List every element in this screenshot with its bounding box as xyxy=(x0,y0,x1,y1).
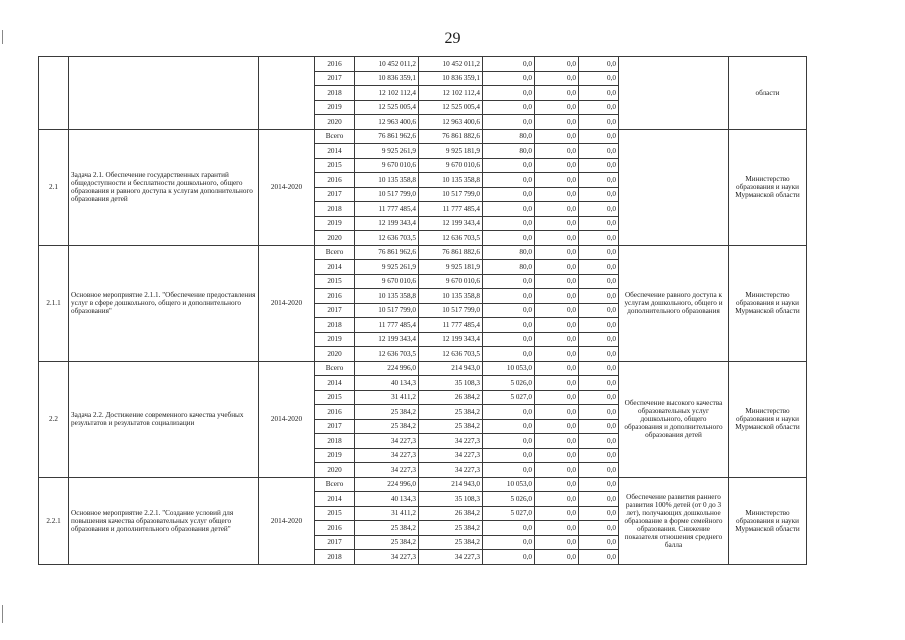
total-cell: 11 777 485,4 xyxy=(355,202,419,217)
total-cell: 40 134,3 xyxy=(355,492,419,507)
expected-result-cell xyxy=(619,129,729,245)
regional-budget-cell: 12 199 343,4 xyxy=(419,332,483,347)
year-cell: Всего xyxy=(315,129,355,144)
local-budget-cell: 0,0 xyxy=(535,521,579,536)
federal-budget-cell: 10 053,0 xyxy=(483,361,535,376)
other-cell: 0,0 xyxy=(579,303,619,318)
year-cell: 2014 xyxy=(315,376,355,391)
regional-budget-cell: 11 777 485,4 xyxy=(419,202,483,217)
executor-cell: области xyxy=(729,57,807,130)
item-name-cell xyxy=(69,57,259,130)
local-budget-cell: 0,0 xyxy=(535,245,579,260)
local-budget-cell: 0,0 xyxy=(535,477,579,492)
total-cell: 10 135 358,8 xyxy=(355,173,419,188)
federal-budget-cell: 0,0 xyxy=(483,86,535,101)
local-budget-cell: 0,0 xyxy=(535,434,579,449)
local-budget-cell: 0,0 xyxy=(535,71,579,86)
regional-budget-cell: 35 108,3 xyxy=(419,376,483,391)
period-cell: 2014-2020 xyxy=(259,361,315,477)
other-cell: 0,0 xyxy=(579,260,619,275)
regional-budget-cell: 25 384,2 xyxy=(419,535,483,550)
federal-budget-cell: 0,0 xyxy=(483,71,535,86)
regional-budget-cell: 12 525 005,4 xyxy=(419,100,483,115)
federal-budget-cell: 0,0 xyxy=(483,115,535,130)
total-cell: 25 384,2 xyxy=(355,535,419,550)
other-cell: 0,0 xyxy=(579,245,619,260)
total-cell: 34 227,3 xyxy=(355,448,419,463)
other-cell: 0,0 xyxy=(579,390,619,405)
regional-budget-cell: 76 861 882,6 xyxy=(419,129,483,144)
local-budget-cell: 0,0 xyxy=(535,158,579,173)
total-cell: 34 227,3 xyxy=(355,463,419,478)
other-cell: 0,0 xyxy=(579,231,619,246)
federal-budget-cell: 10 053,0 xyxy=(483,477,535,492)
item-name-cell: Задача 2.2. Достижение современного качества учебных результатов и результатов социализации xyxy=(69,361,259,477)
other-cell: 0,0 xyxy=(579,144,619,159)
regional-budget-cell: 10 135 358,8 xyxy=(419,289,483,304)
item-number-cell: 2.1.1 xyxy=(39,245,69,361)
total-cell: 9 925 261,9 xyxy=(355,144,419,159)
regional-budget-cell: 25 384,2 xyxy=(419,419,483,434)
year-cell: 2020 xyxy=(315,231,355,246)
year-cell: 2018 xyxy=(315,434,355,449)
federal-budget-cell: 80,0 xyxy=(483,260,535,275)
total-cell: 10 836 359,1 xyxy=(355,71,419,86)
year-cell: 2018 xyxy=(315,550,355,565)
left-edge-mark xyxy=(2,605,3,623)
local-budget-cell: 0,0 xyxy=(535,187,579,202)
regional-budget-cell: 12 636 703,5 xyxy=(419,231,483,246)
other-cell: 0,0 xyxy=(579,521,619,536)
total-cell: 224 996,0 xyxy=(355,477,419,492)
executor-cell: Министерство образования и науки Мурманской области xyxy=(729,129,807,245)
year-cell: 2020 xyxy=(315,463,355,478)
local-budget-cell: 0,0 xyxy=(535,303,579,318)
total-cell: 10 517 799,0 xyxy=(355,303,419,318)
year-cell: 2014 xyxy=(315,492,355,507)
regional-budget-cell: 11 777 485,4 xyxy=(419,318,483,333)
regional-budget-cell: 214 943,0 xyxy=(419,361,483,376)
total-cell: 12 199 343,4 xyxy=(355,332,419,347)
total-cell: 9 670 010,6 xyxy=(355,274,419,289)
local-budget-cell: 0,0 xyxy=(535,506,579,521)
total-cell: 40 134,3 xyxy=(355,376,419,391)
year-cell: 2016 xyxy=(315,521,355,536)
regional-budget-cell: 9 670 010,6 xyxy=(419,274,483,289)
local-budget-cell: 0,0 xyxy=(535,260,579,275)
regional-budget-cell: 76 861 882,6 xyxy=(419,245,483,260)
other-cell: 0,0 xyxy=(579,187,619,202)
year-cell: 2017 xyxy=(315,535,355,550)
regional-budget-cell: 10 517 799,0 xyxy=(419,187,483,202)
year-cell: 2016 xyxy=(315,173,355,188)
federal-budget-cell: 5 027,0 xyxy=(483,506,535,521)
federal-budget-cell: 5 026,0 xyxy=(483,376,535,391)
federal-budget-cell: 0,0 xyxy=(483,550,535,565)
year-cell: 2017 xyxy=(315,419,355,434)
local-budget-cell: 0,0 xyxy=(535,289,579,304)
regional-budget-cell: 10 135 358,8 xyxy=(419,173,483,188)
other-cell: 0,0 xyxy=(579,463,619,478)
year-cell: 2017 xyxy=(315,71,355,86)
year-cell: 2019 xyxy=(315,100,355,115)
federal-budget-cell: 0,0 xyxy=(483,535,535,550)
local-budget-cell: 0,0 xyxy=(535,202,579,217)
total-cell: 9 670 010,6 xyxy=(355,158,419,173)
federal-budget-cell: 0,0 xyxy=(483,231,535,246)
other-cell: 0,0 xyxy=(579,86,619,101)
local-budget-cell: 0,0 xyxy=(535,318,579,333)
other-cell: 0,0 xyxy=(579,57,619,72)
expected-result-cell: Обеспечение равного доступа к услугам дошкольного, общего и дополнительного образования xyxy=(619,245,729,361)
regional-budget-cell: 9 670 010,6 xyxy=(419,158,483,173)
other-cell: 0,0 xyxy=(579,550,619,565)
other-cell: 0,0 xyxy=(579,535,619,550)
total-cell: 11 777 485,4 xyxy=(355,318,419,333)
year-cell: 2015 xyxy=(315,506,355,521)
total-cell: 10 452 011,2 xyxy=(355,57,419,72)
total-cell: 12 102 112,4 xyxy=(355,86,419,101)
federal-budget-cell: 0,0 xyxy=(483,405,535,420)
period-cell xyxy=(259,57,315,130)
year-cell: 2014 xyxy=(315,260,355,275)
local-budget-cell: 0,0 xyxy=(535,216,579,231)
federal-budget-cell: 0,0 xyxy=(483,347,535,362)
other-cell: 0,0 xyxy=(579,405,619,420)
total-cell: 76 861 962,6 xyxy=(355,245,419,260)
year-cell: 2017 xyxy=(315,303,355,318)
regional-budget-cell: 10 517 799,0 xyxy=(419,303,483,318)
federal-budget-cell: 0,0 xyxy=(483,318,535,333)
expected-result-cell xyxy=(619,57,729,130)
total-cell: 25 384,2 xyxy=(355,419,419,434)
local-budget-cell: 0,0 xyxy=(535,115,579,130)
year-cell: 2014 xyxy=(315,144,355,159)
regional-budget-cell: 26 384,2 xyxy=(419,506,483,521)
table-row xyxy=(39,245,807,260)
item-name-cell: Основное мероприятие 2.1.1. "Обеспечение предоставления услуг в сфере дошкольного, общего и дополнительного образования" xyxy=(69,245,259,361)
local-budget-cell: 0,0 xyxy=(535,376,579,391)
executor-cell: Министерство образования и науки Мурманской области xyxy=(729,245,807,361)
period-cell: 2014-2020 xyxy=(259,129,315,245)
budget-table xyxy=(38,56,807,565)
regional-budget-cell: 25 384,2 xyxy=(419,521,483,536)
federal-budget-cell: 80,0 xyxy=(483,144,535,159)
other-cell: 0,0 xyxy=(579,506,619,521)
other-cell: 0,0 xyxy=(579,477,619,492)
local-budget-cell: 0,0 xyxy=(535,100,579,115)
year-cell: 2016 xyxy=(315,57,355,72)
total-cell: 31 411,2 xyxy=(355,390,419,405)
other-cell: 0,0 xyxy=(579,361,619,376)
regional-budget-cell: 9 925 181,9 xyxy=(419,144,483,159)
page-number: 29 xyxy=(444,30,461,47)
year-cell: 2015 xyxy=(315,158,355,173)
other-cell: 0,0 xyxy=(579,448,619,463)
year-cell: Всего xyxy=(315,245,355,260)
federal-budget-cell: 0,0 xyxy=(483,463,535,478)
executor-cell: Министерство образования и науки Мурманской области xyxy=(729,361,807,477)
item-number-cell xyxy=(39,57,69,130)
regional-budget-cell: 214 943,0 xyxy=(419,477,483,492)
year-cell: 2015 xyxy=(315,274,355,289)
other-cell: 0,0 xyxy=(579,434,619,449)
item-number-cell: 2.1 xyxy=(39,129,69,245)
year-cell: 2015 xyxy=(315,390,355,405)
regional-budget-cell: 34 227,3 xyxy=(419,550,483,565)
year-cell: 2018 xyxy=(315,318,355,333)
year-cell: 2020 xyxy=(315,347,355,362)
table-row xyxy=(39,129,807,144)
federal-budget-cell: 5 027,0 xyxy=(483,390,535,405)
table-row xyxy=(39,361,807,376)
year-cell: 2018 xyxy=(315,202,355,217)
regional-budget-cell: 26 384,2 xyxy=(419,390,483,405)
regional-budget-cell: 35 108,3 xyxy=(419,492,483,507)
local-budget-cell: 0,0 xyxy=(535,86,579,101)
expected-result-cell: Обеспечение развития раннего развития 100% детей (от 0 до 3 лет), получающих дошкольное образование в форме семейного образования. Снижение показателя отношения среднего балла xyxy=(619,477,729,564)
year-cell: 2019 xyxy=(315,448,355,463)
item-name-cell: Задача 2.1. Обеспечение государственных гарантий общедоступности и бесплатности дошкольного, общего образования и равного доступа к услугам дополнительного образования детей xyxy=(69,129,259,245)
year-cell: 2018 xyxy=(315,86,355,101)
federal-budget-cell: 0,0 xyxy=(483,100,535,115)
regional-budget-cell: 10 452 011,2 xyxy=(419,57,483,72)
regional-budget-cell: 12 636 703,5 xyxy=(419,347,483,362)
federal-budget-cell: 0,0 xyxy=(483,57,535,72)
federal-budget-cell: 0,0 xyxy=(483,274,535,289)
regional-budget-cell: 34 227,3 xyxy=(419,434,483,449)
local-budget-cell: 0,0 xyxy=(535,332,579,347)
federal-budget-cell: 0,0 xyxy=(483,332,535,347)
total-cell: 34 227,3 xyxy=(355,434,419,449)
regional-budget-cell: 12 963 400,6 xyxy=(419,115,483,130)
other-cell: 0,0 xyxy=(579,129,619,144)
local-budget-cell: 0,0 xyxy=(535,347,579,362)
year-cell: 2017 xyxy=(315,187,355,202)
local-budget-cell: 0,0 xyxy=(535,274,579,289)
federal-budget-cell: 0,0 xyxy=(483,173,535,188)
total-cell: 12 636 703,5 xyxy=(355,347,419,362)
regional-budget-cell: 25 384,2 xyxy=(419,405,483,420)
federal-budget-cell: 80,0 xyxy=(483,129,535,144)
federal-budget-cell: 0,0 xyxy=(483,434,535,449)
federal-budget-cell: 0,0 xyxy=(483,289,535,304)
federal-budget-cell: 80,0 xyxy=(483,245,535,260)
local-budget-cell: 0,0 xyxy=(535,535,579,550)
federal-budget-cell: 0,0 xyxy=(483,419,535,434)
other-cell: 0,0 xyxy=(579,318,619,333)
item-number-cell: 2.2.1 xyxy=(39,477,69,564)
other-cell: 0,0 xyxy=(579,376,619,391)
total-cell: 12 963 400,6 xyxy=(355,115,419,130)
total-cell: 10 517 799,0 xyxy=(355,187,419,202)
federal-budget-cell: 0,0 xyxy=(483,158,535,173)
local-budget-cell: 0,0 xyxy=(535,419,579,434)
local-budget-cell: 0,0 xyxy=(535,492,579,507)
federal-budget-cell: 5 026,0 xyxy=(483,492,535,507)
other-cell: 0,0 xyxy=(579,100,619,115)
regional-budget-cell: 34 227,3 xyxy=(419,463,483,478)
regional-budget-cell: 34 227,3 xyxy=(419,448,483,463)
total-cell: 9 925 261,9 xyxy=(355,260,419,275)
table-row xyxy=(39,477,807,492)
local-budget-cell: 0,0 xyxy=(535,550,579,565)
regional-budget-cell: 12 199 343,4 xyxy=(419,216,483,231)
local-budget-cell: 0,0 xyxy=(535,463,579,478)
table-row xyxy=(39,57,807,72)
other-cell: 0,0 xyxy=(579,158,619,173)
federal-budget-cell: 0,0 xyxy=(483,521,535,536)
other-cell: 0,0 xyxy=(579,492,619,507)
local-budget-cell: 0,0 xyxy=(535,144,579,159)
other-cell: 0,0 xyxy=(579,274,619,289)
local-budget-cell: 0,0 xyxy=(535,390,579,405)
regional-budget-cell: 9 925 181,9 xyxy=(419,260,483,275)
local-budget-cell: 0,0 xyxy=(535,173,579,188)
period-cell: 2014-2020 xyxy=(259,245,315,361)
total-cell: 224 996,0 xyxy=(355,361,419,376)
executor-cell: Министерство образования и науки Мурманской области xyxy=(729,477,807,564)
federal-budget-cell: 0,0 xyxy=(483,187,535,202)
federal-budget-cell: 0,0 xyxy=(483,216,535,231)
item-name-cell: Основное мероприятие 2.2.1. "Создание условий для повышения качества образовательных услуг общего образования и дополнительного образования детей" xyxy=(69,477,259,564)
total-cell: 34 227,3 xyxy=(355,550,419,565)
other-cell: 0,0 xyxy=(579,332,619,347)
federal-budget-cell: 0,0 xyxy=(483,202,535,217)
other-cell: 0,0 xyxy=(579,216,619,231)
left-edge-mark xyxy=(2,30,3,44)
regional-budget-cell: 10 836 359,1 xyxy=(419,71,483,86)
total-cell: 12 199 343,4 xyxy=(355,216,419,231)
period-cell: 2014-2020 xyxy=(259,477,315,564)
total-cell: 12 636 703,5 xyxy=(355,231,419,246)
other-cell: 0,0 xyxy=(579,289,619,304)
federal-budget-cell: 0,0 xyxy=(483,303,535,318)
local-budget-cell: 0,0 xyxy=(535,129,579,144)
year-cell: Всего xyxy=(315,361,355,376)
local-budget-cell: 0,0 xyxy=(535,231,579,246)
other-cell: 0,0 xyxy=(579,173,619,188)
item-number-cell: 2.2 xyxy=(39,361,69,477)
expected-result-cell: Обеспечение высокого качества образовательных услуг дошкольного, общего образования и дополнительного образования детей xyxy=(619,361,729,477)
total-cell: 25 384,2 xyxy=(355,521,419,536)
year-cell: Всего xyxy=(315,477,355,492)
other-cell: 0,0 xyxy=(579,71,619,86)
regional-budget-cell: 12 102 112,4 xyxy=(419,86,483,101)
year-cell: 2020 xyxy=(315,115,355,130)
local-budget-cell: 0,0 xyxy=(535,448,579,463)
total-cell: 25 384,2 xyxy=(355,405,419,420)
other-cell: 0,0 xyxy=(579,347,619,362)
year-cell: 2019 xyxy=(315,216,355,231)
total-cell: 10 135 358,8 xyxy=(355,289,419,304)
local-budget-cell: 0,0 xyxy=(535,57,579,72)
year-cell: 2016 xyxy=(315,289,355,304)
other-cell: 0,0 xyxy=(579,115,619,130)
local-budget-cell: 0,0 xyxy=(535,405,579,420)
other-cell: 0,0 xyxy=(579,202,619,217)
year-cell: 2019 xyxy=(315,332,355,347)
total-cell: 76 861 962,6 xyxy=(355,129,419,144)
total-cell: 12 525 005,4 xyxy=(355,100,419,115)
other-cell: 0,0 xyxy=(579,419,619,434)
year-cell: 2016 xyxy=(315,405,355,420)
federal-budget-cell: 0,0 xyxy=(483,448,535,463)
total-cell: 31 411,2 xyxy=(355,506,419,521)
local-budget-cell: 0,0 xyxy=(535,361,579,376)
